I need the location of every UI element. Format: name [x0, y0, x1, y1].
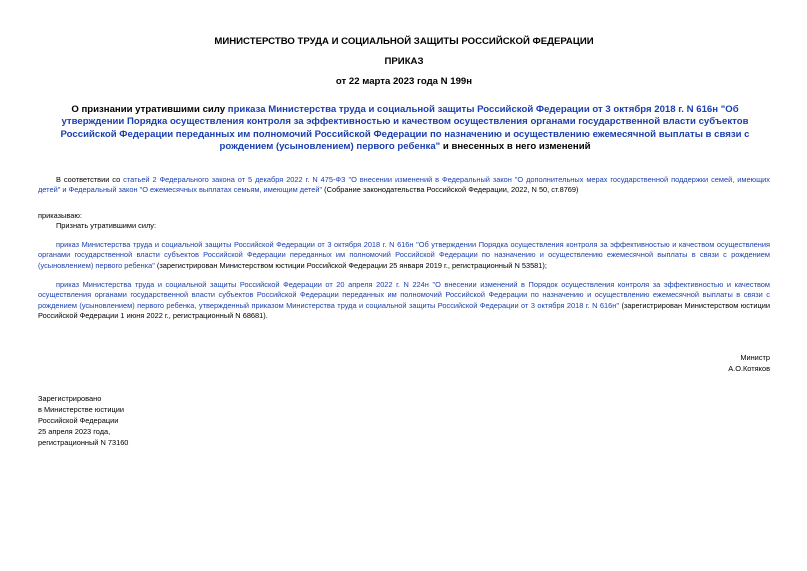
- intro-law-link[interactable]: статьей 2 Федерального закона от 5 декабря 2022 г. N 475-ФЗ "О внесении изменений в Федеральный закон "О дополнительных мерах государственной поддержки семей, имеющих детей" и Федеральный закон "О ежемесячных выплатах семьям, имеющим детей": [38, 175, 770, 195]
- registration-line-1: Зарегистрировано: [38, 394, 102, 403]
- doc-date-number: от 22 марта 2023 года N 199н: [335, 76, 473, 87]
- list-item-2: [38, 280, 770, 321]
- registration-line-3: Российской Федерации: [38, 416, 119, 425]
- intro-text-2: (Собрание законодательства Российской Федерации, 2022, N 50, ст.8769): [322, 185, 579, 195]
- ministry-heading: МИНИСТЕРСТВО ТРУДА И СОЦИАЛЬНОЙ ЗАЩИТЫ РОССИЙСКОЙ ФЕДЕРАЦИИ: [214, 36, 594, 47]
- doc-type-heading: ПРИКАЗ: [384, 56, 424, 67]
- registration-block: [38, 393, 338, 448]
- signature-name: А.О.Котяков: [728, 364, 770, 373]
- title-suffix: и внесенных в него изменений: [440, 141, 591, 153]
- list-item-1: [38, 240, 770, 271]
- signature-block: [570, 352, 770, 374]
- item-1-link[interactable]: приказ Министерства труда и социальной защиты Российской Федерации от 3 октября 2018 г. N 616н "Об утверждении Порядка осуществления контроля за эффективностью и качеством осуществления органами государственной власти субъектов Российской Федерации переданных им полномочий Российской Федерации по назначению и осуществлению ежемесячной выплаты в связи с рождением (усыновлением) первого ребенка": [38, 240, 770, 270]
- intro-paragraph: [38, 175, 770, 196]
- item-2-link[interactable]: приказ Министерства труда и социальной защиты Российской Федерации от 20 апреля 2022 г. N 224н "О внесении изменений в Порядок осуществления контроля за эффективностью и качеством осуществления органами государственной власти субъектов Российской Федерации переданных им полномочий Российской Федерации по назначению и осуществлению ежемесячной выплаты в связи с рождением (усыновлением) первого ребенка, утвержденный приказом Министерства труда и социальной защиты Российской Федерации от 3 октября 2018 г. N 616н": [38, 280, 770, 310]
- item-1-text: (зарегистрирован Министерством юстиции Российской Федерации 25 января 2019 г., регистрационный N 53581);: [154, 260, 547, 270]
- registration-line-4: 25 апреля 2023 года,: [38, 427, 111, 436]
- signature-position: Министр: [740, 353, 770, 362]
- intro-text-1: В соответствии со: [56, 175, 124, 184]
- title-link[interactable]: приказа Министерства труда и социальной защиты Российской Федерации от 3 октября 2018 г. N 616н "Об утверждении Порядка осуществления контроля за эффективностью и качеством осуществления органами государственной власти субъектов Российской Федерации переданных им полномочий Российской Федерации по назначению и осуществлению ежемесячной выплаты в связи с рождением (усыновлением) первого ребенка": [60, 104, 750, 153]
- item-2-text: (зарегистрирован Министерством юстиции Российской Федерации 1 июня 2022 г., регистрационный N 68681).: [38, 300, 771, 320]
- title-prefix: О признании утратившими силу: [71, 104, 228, 115]
- registration-line-5: регистрационный N 73160: [38, 438, 129, 447]
- recognize-line: Признать утратившими силу:: [56, 221, 157, 230]
- registration-line-2: в Министерстве юстиции: [38, 405, 125, 414]
- document-title: [46, 104, 764, 154]
- order-word: приказываю:: [38, 211, 82, 220]
